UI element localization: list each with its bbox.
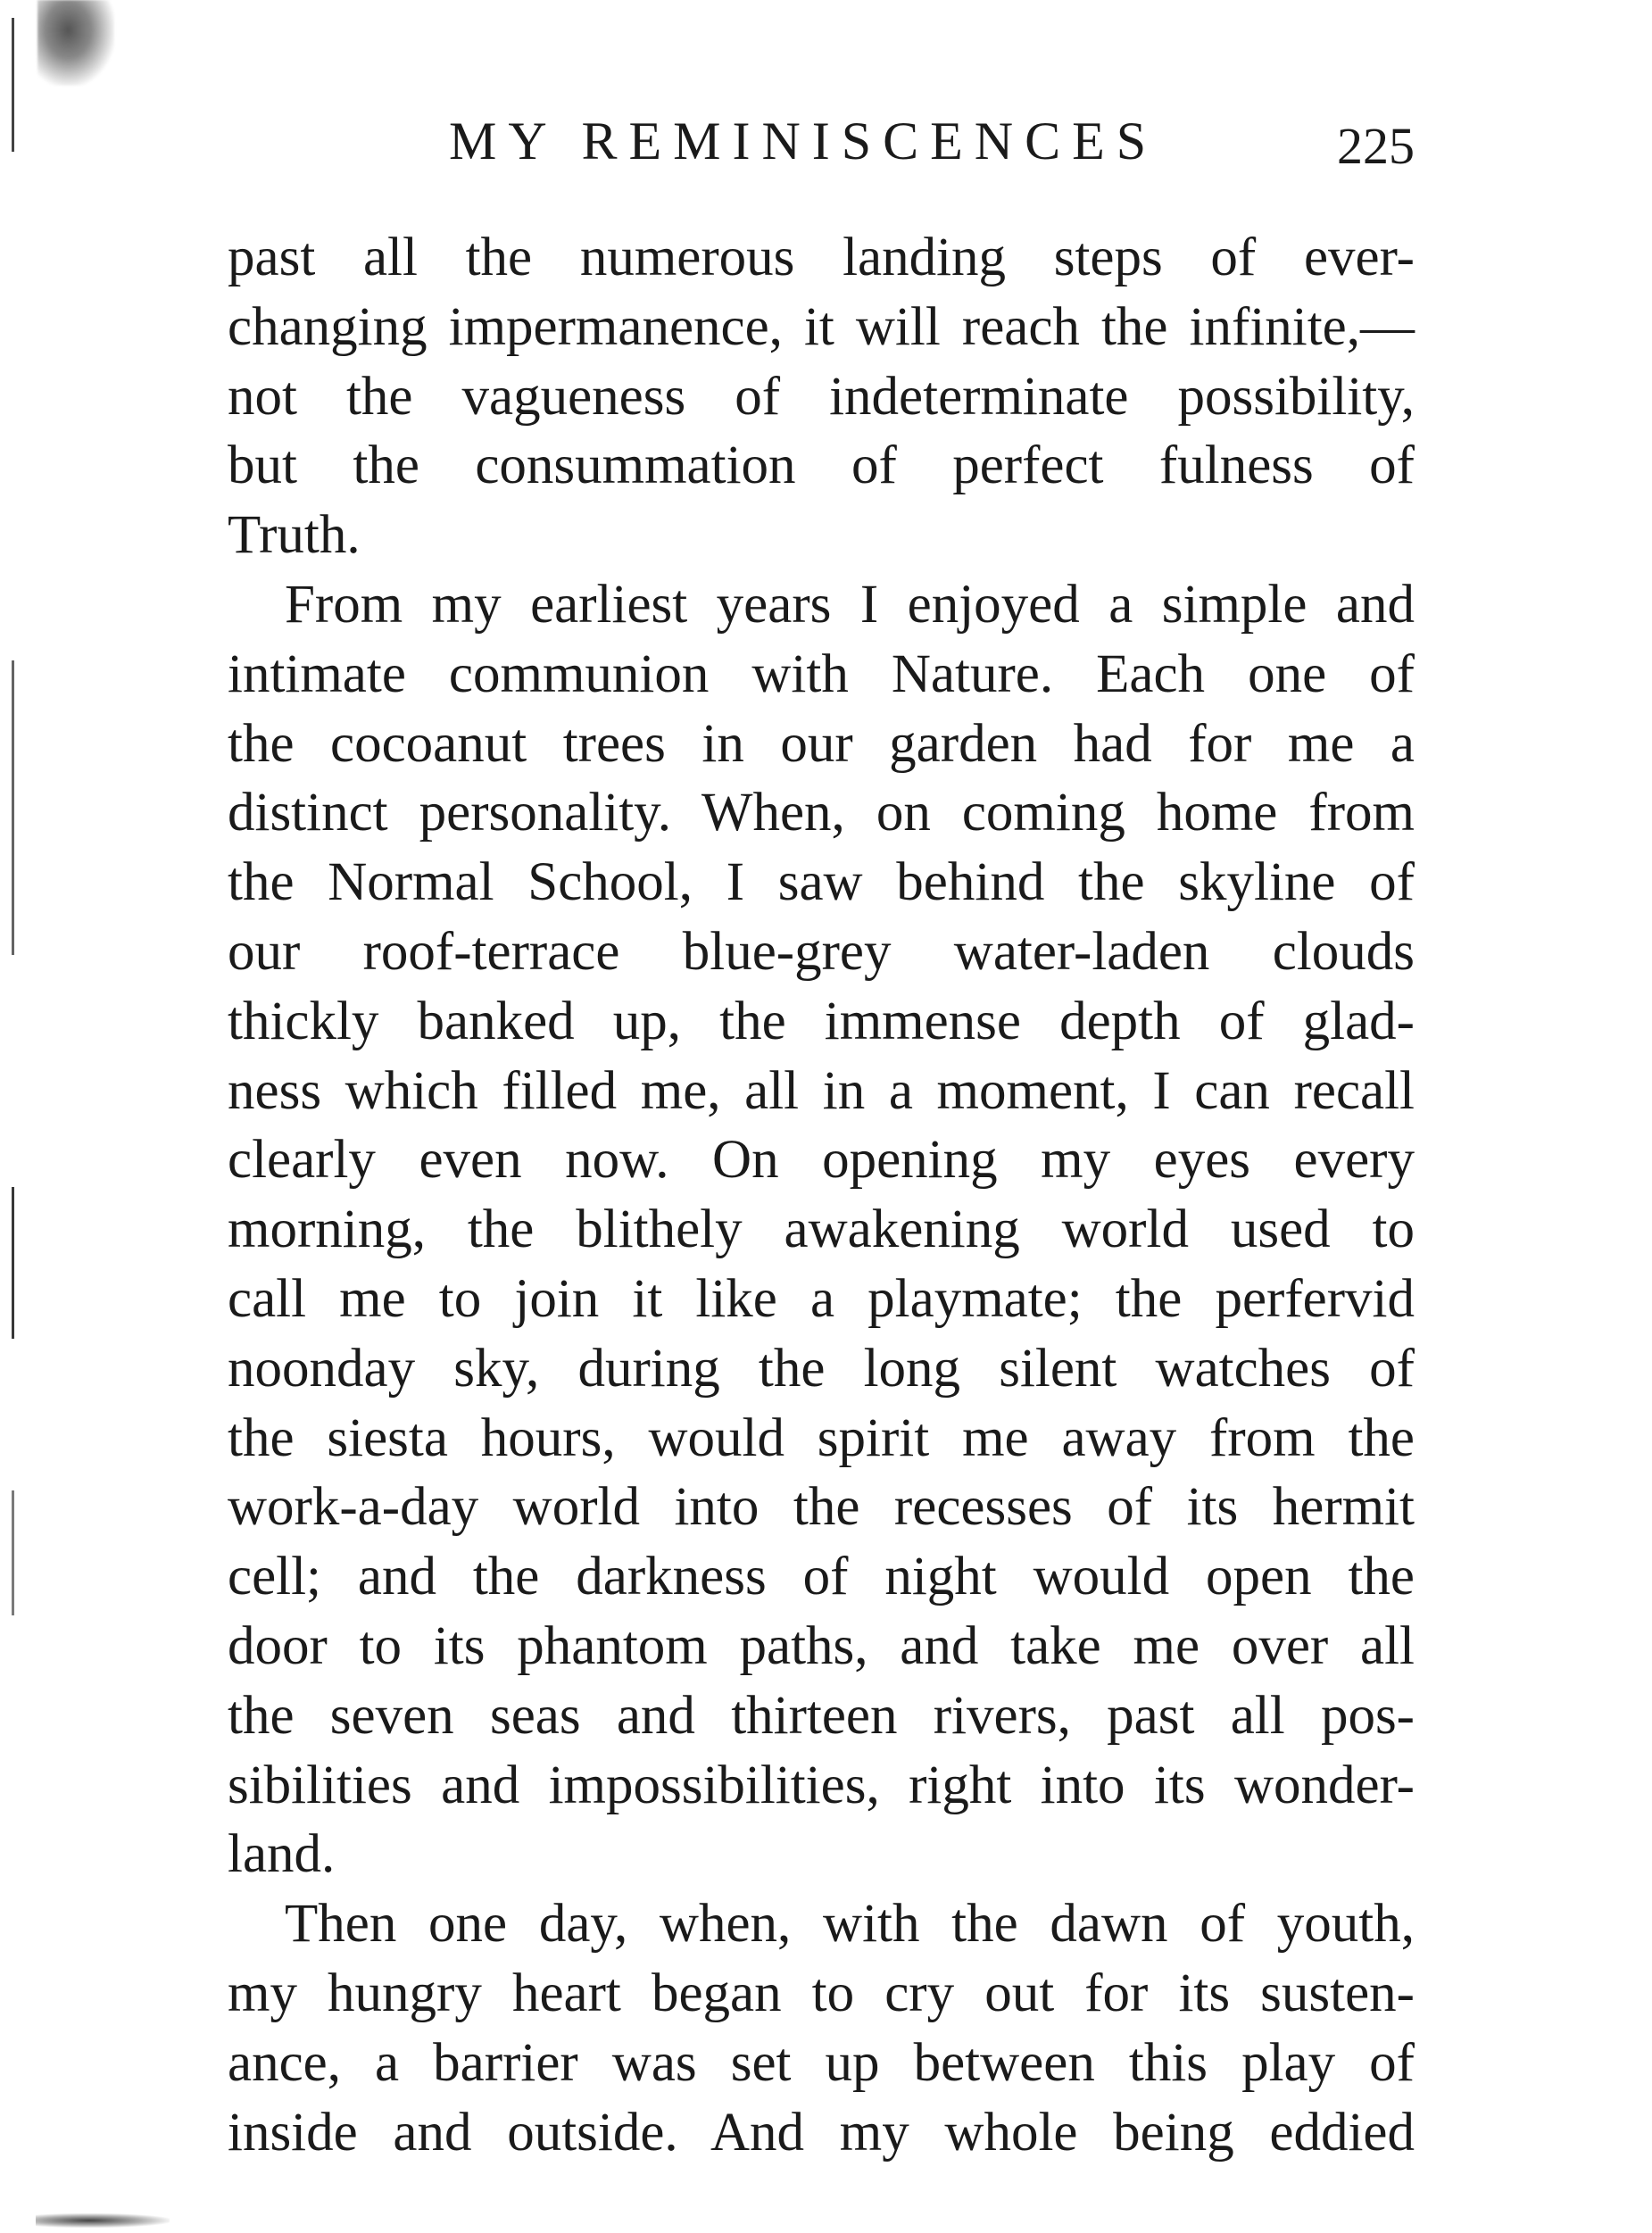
- text-line: ance, a barrier was set up between this play of: [228, 2032, 1415, 2093]
- text-line: changing impermanence, it will reach the infinite,—: [228, 296, 1415, 357]
- text-line: not the vagueness of indeterminate possibility,: [228, 366, 1415, 427]
- paragraph: [228, 223, 1415, 570]
- text-line: Then one day, when, with the dawn of youth,: [285, 1894, 1415, 1955]
- text-line: our roof-terrace blue-grey water-laden clouds: [228, 921, 1415, 982]
- text-line: work-a-day world into the recesses of its hermit: [228, 1477, 1415, 1538]
- text-line: the seven seas and thirteen rivers, past all pos-: [228, 1685, 1415, 1746]
- text-line: land.: [228, 1824, 336, 1885]
- text-line: the Normal School, I saw behind the skyline of: [228, 852, 1415, 913]
- text-line: my hungry heart began to cry out for its susten-: [228, 1963, 1415, 2023]
- page-header: [228, 105, 1415, 177]
- text-line: call me to join it like a playmate; the perfervid: [228, 1268, 1415, 1329]
- text-line: door to its phantom paths, and take me over all: [228, 1615, 1415, 1676]
- paragraph: [228, 570, 1415, 1889]
- text-line: From my earliest years I enjoyed a simple and: [285, 574, 1415, 635]
- text-line: the siesta hours, would spirit me away from the: [228, 1407, 1415, 1468]
- text-line: thickly banked up, the immense depth of glad-: [228, 991, 1415, 1051]
- scan-edge-line: [12, 18, 14, 152]
- text-line: sibilities and impossibilities, right into its wonder-: [228, 1755, 1415, 1815]
- text-line: clearly even now. On opening my eyes every: [228, 1130, 1415, 1191]
- text-line: distinct personality. When, on coming home from: [228, 783, 1415, 843]
- paragraph: [228, 1889, 1415, 2167]
- text-line: past all the numerous landing steps of ever-: [228, 228, 1415, 287]
- scan-edge-line: [12, 1187, 14, 1339]
- page-number: 225: [1337, 117, 1415, 175]
- text-line: inside and outside. And my whole being eddied: [228, 2102, 1415, 2162]
- scan-smudge-top-left: [37, 0, 114, 86]
- page-body: [228, 223, 1415, 2167]
- text-line: morning, the blithely awakening world used to: [228, 1200, 1415, 1260]
- text-line: Truth.: [228, 505, 361, 566]
- text-line: intimate communion with Nature. Each one of: [228, 643, 1415, 704]
- text-line: the cocoanut trees in our garden had for me a: [228, 713, 1415, 774]
- scan-edge-line: [12, 1490, 14, 1615]
- text-line: cell; and the darkness of night would open the: [228, 1547, 1415, 1607]
- scan-edge-line: [12, 660, 14, 955]
- scan-smudge-bottom-left: [36, 2213, 170, 2228]
- running-head: MY REMINISCENCES: [449, 112, 1158, 170]
- text-line: noonday sky, during the long silent watches of: [228, 1338, 1415, 1399]
- text-line: ness which filled me, all in a moment, I can recall: [228, 1060, 1415, 1121]
- text-line: but the consummation of perfect fulness of: [228, 436, 1415, 496]
